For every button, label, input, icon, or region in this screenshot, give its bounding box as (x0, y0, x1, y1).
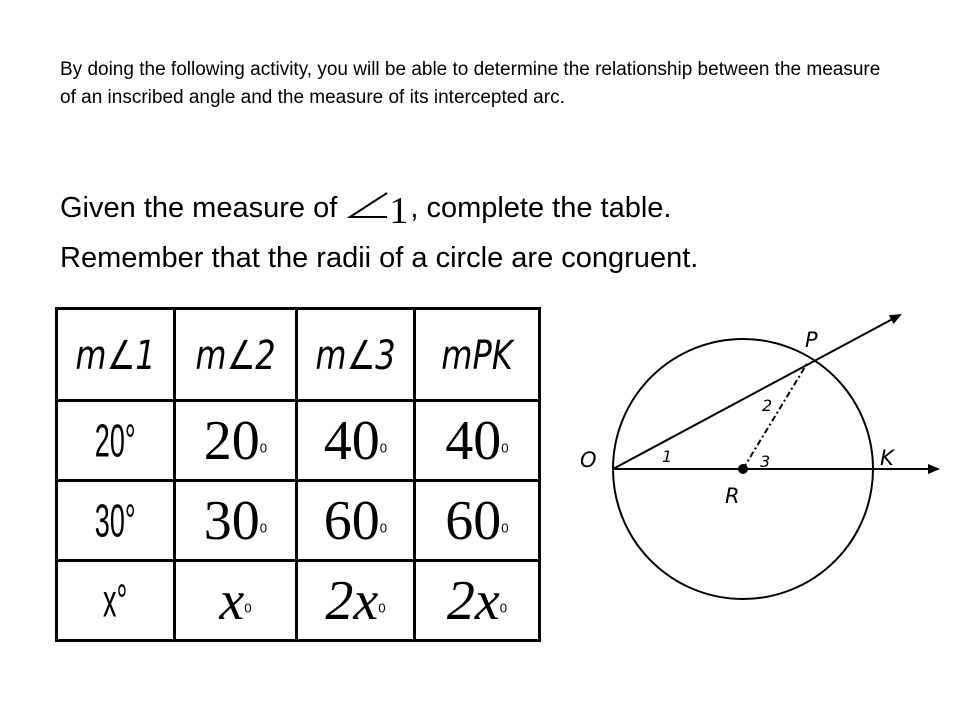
answer-cell (297, 561, 415, 641)
given-cell (57, 481, 175, 561)
m2-value: 30 (203, 489, 260, 552)
ray-op (613, 315, 900, 469)
instruction-text-before: Given the measure of (60, 192, 346, 224)
superscript-zero: 0 (259, 440, 268, 456)
superscript-zero: 0 (501, 440, 509, 456)
header-m-angle-2: m∠2 (195, 330, 276, 379)
intro-paragraph: By doing the following activity, you will be able to determine the relationship between the measure of an inscribed angle and the measure of its intercepted arc. (60, 59, 881, 108)
table-row (57, 481, 540, 561)
arc-value: 60 (445, 489, 502, 552)
segment-rp (743, 362, 808, 469)
point-label-p: P (805, 328, 818, 352)
instruction-text-after: , complete the table. (410, 192, 672, 224)
given-cell (57, 401, 175, 481)
header-cell (175, 309, 297, 401)
instruction-line-2: Remember that the radii of a circle are congruent. (60, 242, 699, 274)
given-angle-value: 30° (95, 493, 136, 547)
point-label-o: O (580, 448, 597, 472)
angle-label-1: 1 (662, 447, 673, 466)
instruction-line-1 (60, 183, 920, 236)
superscript-zero: 0 (378, 600, 386, 616)
table-header-row (57, 309, 540, 401)
angle-one-label: 1 (389, 190, 409, 232)
answer-cell (297, 401, 415, 481)
instructions (60, 183, 920, 280)
answer-cell (175, 561, 297, 641)
given-angle-value: x° (103, 573, 128, 627)
given-cell (57, 561, 175, 641)
circle-diagram (570, 305, 940, 605)
table-row (57, 561, 540, 641)
table-row (57, 401, 540, 481)
header-m-arc-pk: mPK (441, 330, 513, 379)
m3-value: 2x (325, 569, 379, 632)
header-cell (297, 309, 415, 401)
given-angle-value: 20° (95, 413, 136, 467)
angle-one-symbol (347, 183, 408, 236)
angle-icon (347, 183, 389, 223)
center-point (738, 464, 748, 474)
answer-cell (297, 481, 415, 561)
header-cell (415, 309, 540, 401)
superscript-zero: 0 (379, 440, 388, 456)
arc-value: 2x (446, 569, 500, 632)
header-m-angle-1: m∠1 (75, 330, 156, 379)
header-cell (57, 309, 175, 401)
superscript-zero: 0 (379, 520, 388, 536)
angle-label-2: 2 (762, 396, 773, 415)
angle-label-3: 3 (760, 452, 771, 471)
m3-value: 40 (323, 409, 380, 472)
point-label-r: R (725, 484, 740, 508)
header-m-angle-3: m∠3 (315, 330, 396, 379)
superscript-zero: 0 (499, 600, 508, 616)
m3-value: 60 (323, 489, 380, 552)
arc-value: 40 (445, 409, 502, 472)
superscript-zero: 0 (244, 600, 252, 616)
answer-table (55, 307, 541, 642)
answer-cell (175, 481, 297, 561)
point-label-k: K (880, 446, 894, 470)
answer-cell (415, 481, 540, 561)
m2-value: x (219, 569, 245, 632)
answer-cell (175, 401, 297, 481)
superscript-zero: 0 (501, 520, 509, 536)
answer-cell (415, 561, 540, 641)
superscript-zero: 0 (259, 520, 268, 536)
m2-value: 20 (203, 409, 260, 472)
answer-cell (415, 401, 540, 481)
